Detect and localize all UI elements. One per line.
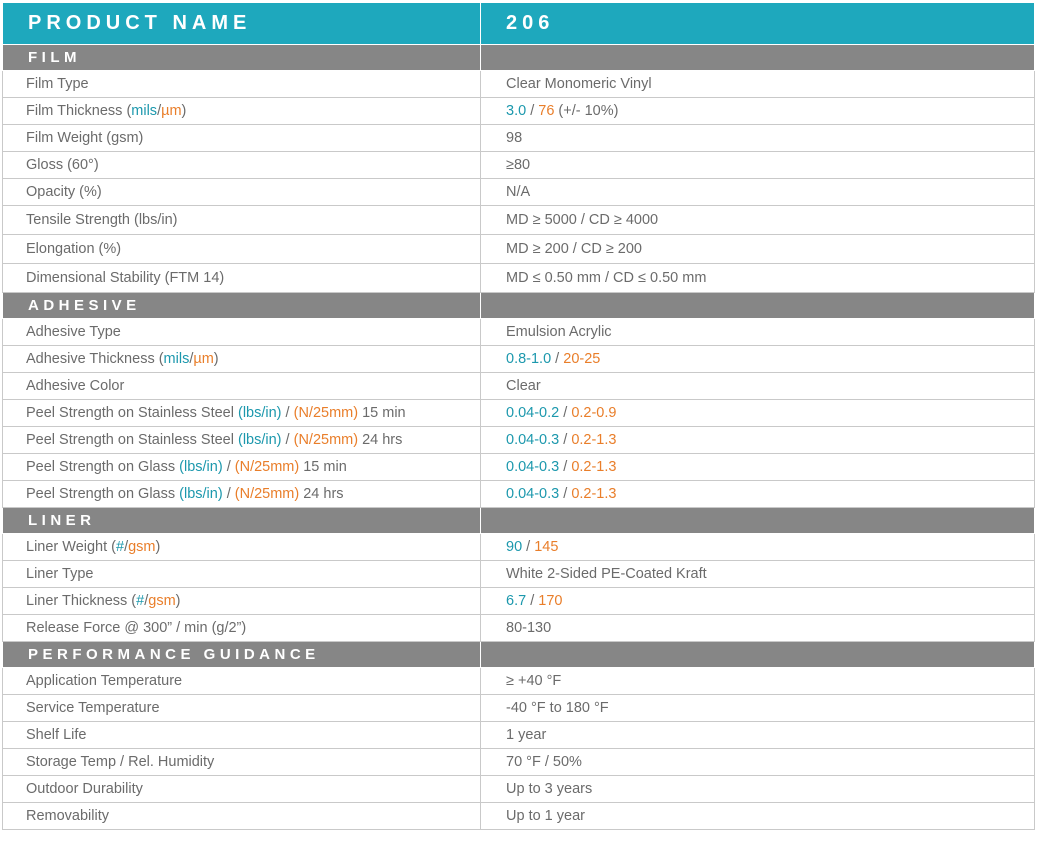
- text-segment: (N/25mm): [293, 432, 359, 448]
- property-value: [481, 588, 1035, 615]
- property-value: [481, 400, 1035, 427]
- section-header-blank: [481, 642, 1035, 668]
- text-segment: Shelf Life: [26, 727, 87, 743]
- text-segment: Application Temperature: [26, 673, 183, 689]
- table-row: [3, 179, 1035, 206]
- text-segment: Clear Monomeric Vinyl: [506, 76, 652, 92]
- text-segment: Adhesive Thickness (: [26, 351, 164, 367]
- text-segment: 0.8-1.0: [506, 351, 552, 367]
- text-segment: Peel Strength on Stainless Steel: [26, 405, 238, 421]
- property-value: [481, 346, 1035, 373]
- property-value: [481, 206, 1035, 235]
- text-segment: MD ≤ 0.50 mm / CD ≤ 0.50 mm: [506, 270, 707, 286]
- text-segment: Removability: [26, 808, 109, 824]
- text-segment: Peel Strength on Glass: [26, 486, 180, 502]
- property-value: [481, 803, 1035, 830]
- text-segment: White 2-Sided PE-Coated Kraft: [506, 566, 707, 582]
- text-segment: Film Thickness (: [26, 103, 132, 119]
- table-row: [3, 749, 1035, 776]
- table-row: [3, 427, 1035, 454]
- property-label: [3, 776, 481, 803]
- text-segment: 20-25: [563, 351, 601, 367]
- text-segment: 0.2-1.3: [571, 486, 617, 502]
- property-label: [3, 98, 481, 125]
- table-row: [3, 206, 1035, 235]
- table-row: [3, 373, 1035, 400]
- text-segment: Emulsion Acrylic: [506, 324, 612, 340]
- text-segment: µm: [161, 103, 182, 119]
- text-segment: 0.04-0.3: [506, 486, 560, 502]
- text-segment: 24 hrs: [358, 432, 403, 448]
- property-label: [3, 454, 481, 481]
- section-header-blank: [481, 45, 1035, 71]
- section-title: FILM: [3, 45, 481, 71]
- text-segment: Liner Thickness (: [26, 593, 137, 609]
- table-row: [3, 588, 1035, 615]
- table-row: [3, 722, 1035, 749]
- text-segment: Film Type: [26, 76, 89, 92]
- text-segment: Up to 3 years: [506, 781, 593, 797]
- property-label: [3, 749, 481, 776]
- text-segment: (N/25mm): [234, 486, 300, 502]
- text-segment: #: [136, 593, 145, 609]
- text-segment: 70 °F / 50%: [506, 754, 582, 770]
- table-row: [3, 98, 1035, 125]
- text-segment: ): [181, 103, 187, 119]
- property-label: [3, 695, 481, 722]
- table-row: [3, 534, 1035, 561]
- table-row: [3, 71, 1035, 98]
- table-row: [3, 481, 1035, 508]
- text-segment: /: [526, 593, 539, 609]
- property-value: [481, 71, 1035, 98]
- property-value: [481, 319, 1035, 346]
- text-segment: 145: [534, 539, 559, 555]
- property-label: [3, 206, 481, 235]
- text-segment: 15 min: [299, 459, 347, 475]
- property-label: [3, 427, 481, 454]
- text-segment: Up to 1 year: [506, 808, 585, 824]
- text-segment: /: [551, 351, 564, 367]
- property-value: [481, 427, 1035, 454]
- property-label: [3, 373, 481, 400]
- text-segment: ): [213, 351, 219, 367]
- property-label: [3, 561, 481, 588]
- text-segment: /: [222, 459, 235, 475]
- property-label: [3, 125, 481, 152]
- text-segment: Storage Temp / Rel. Humidity: [26, 754, 215, 770]
- text-segment: Release Force @ 300” / min (g/2”): [26, 620, 247, 636]
- text-segment: 3.0: [506, 103, 527, 119]
- property-value: [481, 668, 1035, 695]
- text-segment: Outdoor Durability: [26, 781, 143, 797]
- table-row: [3, 264, 1035, 293]
- text-segment: /: [222, 486, 235, 502]
- text-segment: N/A: [506, 184, 531, 200]
- table-row: [3, 319, 1035, 346]
- property-label: [3, 803, 481, 830]
- property-value: [481, 179, 1035, 206]
- text-segment: (lbs/in): [238, 432, 282, 448]
- text-segment: ≥ +40 °F: [506, 673, 562, 689]
- text-segment: 98: [506, 130, 523, 146]
- table-row: [3, 346, 1035, 373]
- property-label: [3, 235, 481, 264]
- text-segment: Opacity (%): [26, 184, 102, 200]
- table-row: [3, 235, 1035, 264]
- title-row: [3, 3, 1035, 45]
- section-header-blank: [481, 508, 1035, 534]
- product-number: 206: [481, 3, 1035, 45]
- text-segment: Dimensional Stability (FTM 14): [26, 270, 225, 286]
- section-title: ADHESIVE: [3, 293, 481, 319]
- table-row: [3, 454, 1035, 481]
- section-header-liner: [3, 508, 1035, 534]
- text-segment: 0.2-1.3: [571, 432, 617, 448]
- text-segment: 0.2-0.9: [571, 405, 617, 421]
- table-row: [3, 615, 1035, 642]
- text-segment: Adhesive Color: [26, 378, 125, 394]
- text-segment: (lbs/in): [179, 486, 223, 502]
- text-segment: Liner Weight (: [26, 539, 116, 555]
- property-value: [481, 695, 1035, 722]
- property-value: [481, 749, 1035, 776]
- section-header-blank: [481, 293, 1035, 319]
- text-segment: /: [522, 539, 535, 555]
- property-label: [3, 668, 481, 695]
- text-segment: ): [175, 593, 181, 609]
- table-row: [3, 668, 1035, 695]
- section-title: PERFORMANCE GUIDANCE: [3, 642, 481, 668]
- text-segment: 0.2-1.3: [571, 459, 617, 475]
- property-value: [481, 373, 1035, 400]
- property-label: [3, 179, 481, 206]
- property-value: [481, 722, 1035, 749]
- property-label: [3, 319, 481, 346]
- text-segment: /: [559, 405, 572, 421]
- section-header-adhesive: [3, 293, 1035, 319]
- text-segment: /: [281, 405, 294, 421]
- table-row: [3, 776, 1035, 803]
- text-segment: 0.04-0.3: [506, 459, 560, 475]
- property-value: [481, 235, 1035, 264]
- text-segment: Adhesive Type: [26, 324, 121, 340]
- text-segment: /: [281, 432, 294, 448]
- text-segment: /: [157, 103, 162, 119]
- text-segment: /: [559, 486, 572, 502]
- text-segment: Service Temperature: [26, 700, 160, 716]
- table-row: [3, 152, 1035, 179]
- property-value: [481, 98, 1035, 125]
- text-segment: /: [559, 432, 572, 448]
- text-segment: 6.7: [506, 593, 527, 609]
- text-segment: 170: [538, 593, 563, 609]
- text-segment: /: [144, 593, 149, 609]
- property-value: [481, 264, 1035, 293]
- text-segment: Gloss (60°): [26, 157, 99, 173]
- property-label: [3, 722, 481, 749]
- property-label: [3, 264, 481, 293]
- spec-table: [2, 2, 1035, 830]
- section-title: LINER: [3, 508, 481, 534]
- text-segment: /: [559, 459, 572, 475]
- text-segment: #: [116, 539, 125, 555]
- product-name-label: PRODUCT NAME: [3, 3, 481, 45]
- text-segment: (+/- 10%): [554, 103, 619, 119]
- text-segment: Peel Strength on Glass: [26, 459, 180, 475]
- text-segment: 0.04-0.2: [506, 405, 560, 421]
- text-segment: Peel Strength on Stainless Steel: [26, 432, 238, 448]
- table-row: [3, 803, 1035, 830]
- text-segment: mils: [131, 103, 158, 119]
- property-label: [3, 152, 481, 179]
- table-row: [3, 400, 1035, 427]
- text-segment: Elongation (%): [26, 241, 122, 257]
- text-segment: gsm: [128, 539, 156, 555]
- text-segment: 80-130: [506, 620, 552, 636]
- text-segment: (lbs/in): [179, 459, 223, 475]
- text-segment: ): [155, 539, 161, 555]
- text-segment: MD ≥ 5000 / CD ≥ 4000: [506, 212, 659, 228]
- property-label: [3, 615, 481, 642]
- property-label: [3, 588, 481, 615]
- text-segment: 0.04-0.3: [506, 432, 560, 448]
- property-label: [3, 71, 481, 98]
- text-segment: ≥80: [506, 157, 531, 173]
- property-value: [481, 481, 1035, 508]
- property-label: [3, 346, 481, 373]
- property-label: [3, 534, 481, 561]
- text-segment: (lbs/in): [238, 405, 282, 421]
- section-header-film: [3, 45, 1035, 71]
- property-value: [481, 561, 1035, 588]
- table-row: [3, 125, 1035, 152]
- text-segment: µm: [193, 351, 214, 367]
- text-segment: /: [124, 539, 129, 555]
- property-label: [3, 400, 481, 427]
- text-segment: (N/25mm): [293, 405, 359, 421]
- property-value: [481, 776, 1035, 803]
- text-segment: -40 °F to 180 °F: [506, 700, 609, 716]
- property-value: [481, 615, 1035, 642]
- spec-table-body: [3, 3, 1035, 830]
- text-segment: Liner Type: [26, 566, 94, 582]
- text-segment: Clear: [506, 378, 541, 394]
- text-segment: (N/25mm): [234, 459, 300, 475]
- text-segment: /: [189, 351, 194, 367]
- text-segment: /: [526, 103, 539, 119]
- property-value: [481, 125, 1035, 152]
- section-header-performance-guidance: [3, 642, 1035, 668]
- text-segment: MD ≥ 200 / CD ≥ 200: [506, 241, 642, 257]
- property-value: [481, 152, 1035, 179]
- property-value: [481, 534, 1035, 561]
- text-segment: 15 min: [358, 405, 406, 421]
- text-segment: gsm: [148, 593, 176, 609]
- text-segment: Film Weight (gsm): [26, 130, 144, 146]
- text-segment: 90: [506, 539, 523, 555]
- property-value: [481, 454, 1035, 481]
- text-segment: 1 year: [506, 727, 547, 743]
- text-segment: Tensile Strength (lbs/in): [26, 212, 178, 228]
- table-row: [3, 695, 1035, 722]
- text-segment: 76: [538, 103, 555, 119]
- text-segment: 24 hrs: [299, 486, 344, 502]
- table-row: [3, 561, 1035, 588]
- text-segment: mils: [163, 351, 190, 367]
- property-label: [3, 481, 481, 508]
